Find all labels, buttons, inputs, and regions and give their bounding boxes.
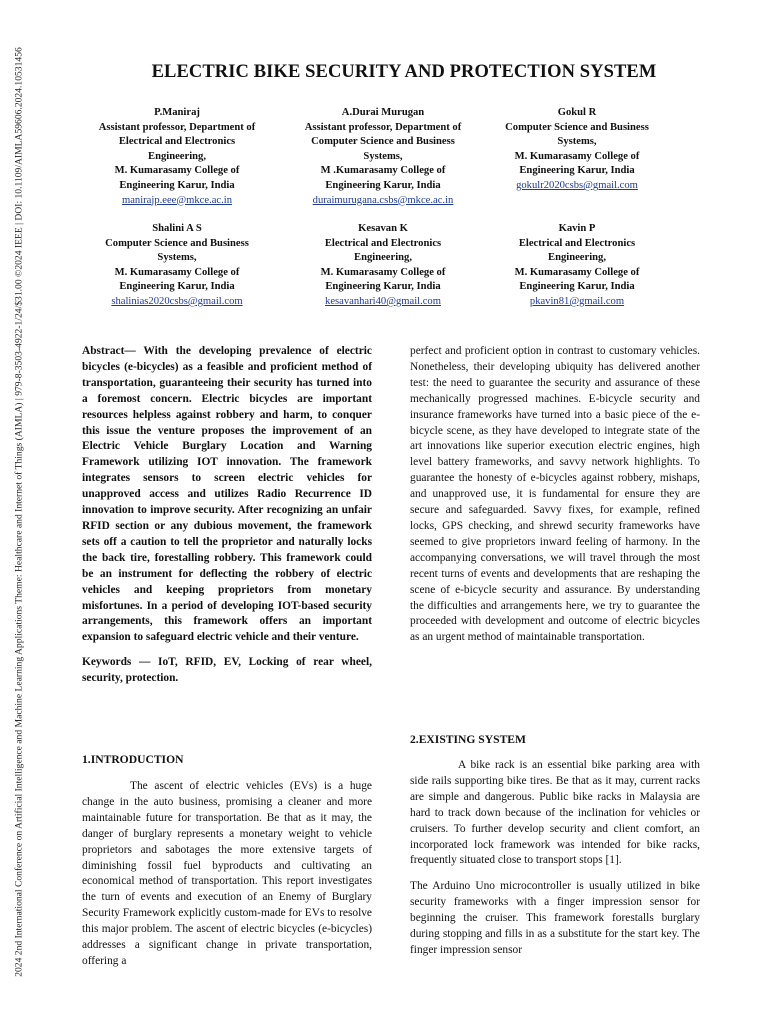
introduction-paragraph: The ascent of electric vehicles (EVs) is a huge change in the auto business, promising a cleaner and more maintainable future for transportation. Be that as it may, the danger of burglary represents a monetary weight to vehicle proprietors and sabotages the more extensive targets of diminishing fossil fuel byproducts and cultivating an economical method of transportation. This report investigates the turn of events and execution of an Enemy of Burglary Security Framework explicitly custom-made for EVs to resolve this major problem. The ascent of electric bicycles (e-bicycles) addresses a significant change in private transportation, offering a (82, 780, 372, 967)
abstract-paragraph: Abstract— With the developing prevalence of electric bicycles (e-bicycles) as a feasible and proficient method of transportation, guaranteeing their security has turned into a foremost concern. Electric bicycles are important resources helpless against robbery and harm, to conquer this issue the venture proposes the improvement of an Electric Vehicle Burglary Location and Warning Framework utilizing IOT innovation. The framework integrates sensors to screen electric vehicles for unapproved access and utilizes Radio Recurrence ID innovation to improve security. After recognizing an unfair RFID section or any dubious movement, the framework sets off a caution to tell the proprietor and naturally locks the back tire, forestalling robbery. This framework could be an instrument for deflecting the robbery of electric vehicles and keeping proprietors from monetary misfortunes. In a period of developing IOT-based security arrangements, this framework offers an important expansion to safeguard electric vehicle and their venture. (82, 345, 372, 644)
author-affiliation: Computer Science and Business (311, 136, 455, 148)
author-block (82, 106, 272, 208)
author-affiliation: M. Kumarasamy College of (514, 150, 640, 162)
introduction-continued-paragraph: perfect and proficient option in contrast to customary vehicles. Nonetheless, their developing ubiquity has delivered another test: the need to guarantee the security and assurance of these mechanically progressed machines. E-bicycle security and insurance frameworks have turned into a basic piece of the e-bicycle scene, as they have developed to integrate state of the art innovations like superior execution electric engines, high level battery frameworks, and savvy network highlights. To guarantee the honesty of e-bicycles against robbery, mishaps, and unapproved use, it is fundamental for ensure they are secure and safeguarded. Savvy fixes, for example, refined locks, GPS checking, and shrewd security frameworks have seemed to give proprietors inward feeling of harmony. In the accompanying conversations, we will travel through the most recent turns of events and developments that are reshaping the scene of e-bicycle security and assurance. By understanding the difficulties and arrangements here, we try to guarantee the proceeded with development and outcome of electric bicycles as an urgent method of maintainable transportation. (410, 345, 700, 644)
author-affiliation: Engineering Karur, India (519, 281, 635, 293)
author-email-link[interactable]: shalinias2020csbs@gmail.com (111, 295, 243, 307)
author-affiliation: Systems, (557, 136, 597, 148)
author-email-link[interactable]: manirajp.eee@mkce.ac.in (121, 194, 233, 206)
author-name: Kavin P (558, 223, 596, 234)
author-block (288, 222, 478, 310)
author-affiliation: Electrical and Electronics (118, 136, 236, 148)
author-affiliation: Computer Science and Business (105, 237, 249, 249)
existing-system-paragraph: The Arduino Uno microcontroller is usually utilized in bike security frameworks with a finger impression sensor for beginning the cruiser. This framework forestalls burglary during stopping and fills in as a substitute for the start key. The finger impression sensor (410, 880, 700, 956)
existing-system-paragraph: A bike rack is an essential bike parking area with side rails supporting bike tires. Be that as it may, current racks are simple and dangerous. Public bike racks in Malaysia are hard to track down because of the inclination for vehicles or cruisers. To further develop security and client comfort, an incorporated lock framework was intended for bike racks, frequently situated close to transport stops [1]. (410, 759, 700, 867)
doi-side-note (12, 0, 26, 1024)
author-email-link[interactable]: pkavin81@gmail.com (529, 295, 625, 307)
author-affiliation: M .Kumarasamy College of (320, 165, 446, 177)
paper-title: ELECTRIC BIKE SECURITY AND PROTECTION SYSTEM (151, 62, 657, 82)
author-affiliation: Engineering Karur, India (325, 281, 441, 293)
author-affiliation: Systems, (363, 150, 403, 162)
author-name: P.Maniraj (154, 107, 200, 118)
author-affiliation: Engineering, (548, 252, 606, 264)
author-affiliation: Assistant professor, Department of (98, 121, 256, 133)
author-block (482, 222, 672, 310)
author-email-link[interactable]: kesavanhari40@gmail.com (325, 295, 441, 307)
author-affiliation: Engineering Karur, India (519, 165, 635, 177)
author-affiliation: Systems, (157, 252, 197, 264)
author-affiliation: Engineering, (354, 252, 412, 264)
right-column (410, 344, 700, 646)
author-name: Shalini A S (152, 223, 202, 234)
introduction-heading: 1.INTRODUCTION (82, 753, 184, 766)
author-affiliation: Electrical and Electronics (324, 237, 442, 249)
author-block (482, 106, 672, 194)
author-affiliation: M. Kumarasamy College of (514, 266, 640, 278)
author-email-link[interactable]: duraimurugana.csbs@mkce.ac.in (312, 194, 454, 206)
existing-system-body (410, 758, 700, 959)
author-affiliation: M. Kumarasamy College of (114, 266, 240, 278)
author-name: Kesavan K (358, 223, 408, 234)
author-email-link[interactable]: gokulr2020csbs@gmail.com (516, 179, 638, 191)
author-affiliation: M. Kumarasamy College of (114, 165, 240, 177)
introduction-body (82, 779, 372, 970)
author-name: A.Durai Murugan (341, 107, 425, 118)
existing-system-heading: 2.EXISTING SYSTEM (410, 733, 526, 746)
author-affiliation: Engineering Karur, India (119, 179, 235, 191)
author-affiliation: Engineering, (148, 150, 206, 162)
author-block (288, 106, 478, 208)
author-affiliation: Electrical and Electronics (518, 237, 636, 249)
keywords-paragraph: Keywords — IoT, RFID, EV, Locking of rear wheel, security, protection. (82, 656, 372, 685)
author-name: Gokul R (557, 107, 597, 118)
left-column (82, 344, 372, 687)
author-affiliation: M. Kumarasamy College of (320, 266, 446, 278)
author-affiliation: Computer Science and Business (505, 121, 649, 133)
author-affiliation: Engineering Karur, India (119, 281, 235, 293)
author-affiliation: Assistant professor, Department of (304, 121, 462, 133)
author-affiliation: Engineering Karur, India (325, 179, 441, 191)
author-block (82, 222, 272, 310)
side-note-text: 2024 2nd International Conference on Artificial Intelligence and Machine Learning Applications Theme: Healthcare and Internet of Things (AIMLA) | 979-8-3503-4922-1/24/$31.00 ©2024 IEEE | DOI: 10.1109/AIMLA59606.2024.10531456 (13, 47, 25, 977)
